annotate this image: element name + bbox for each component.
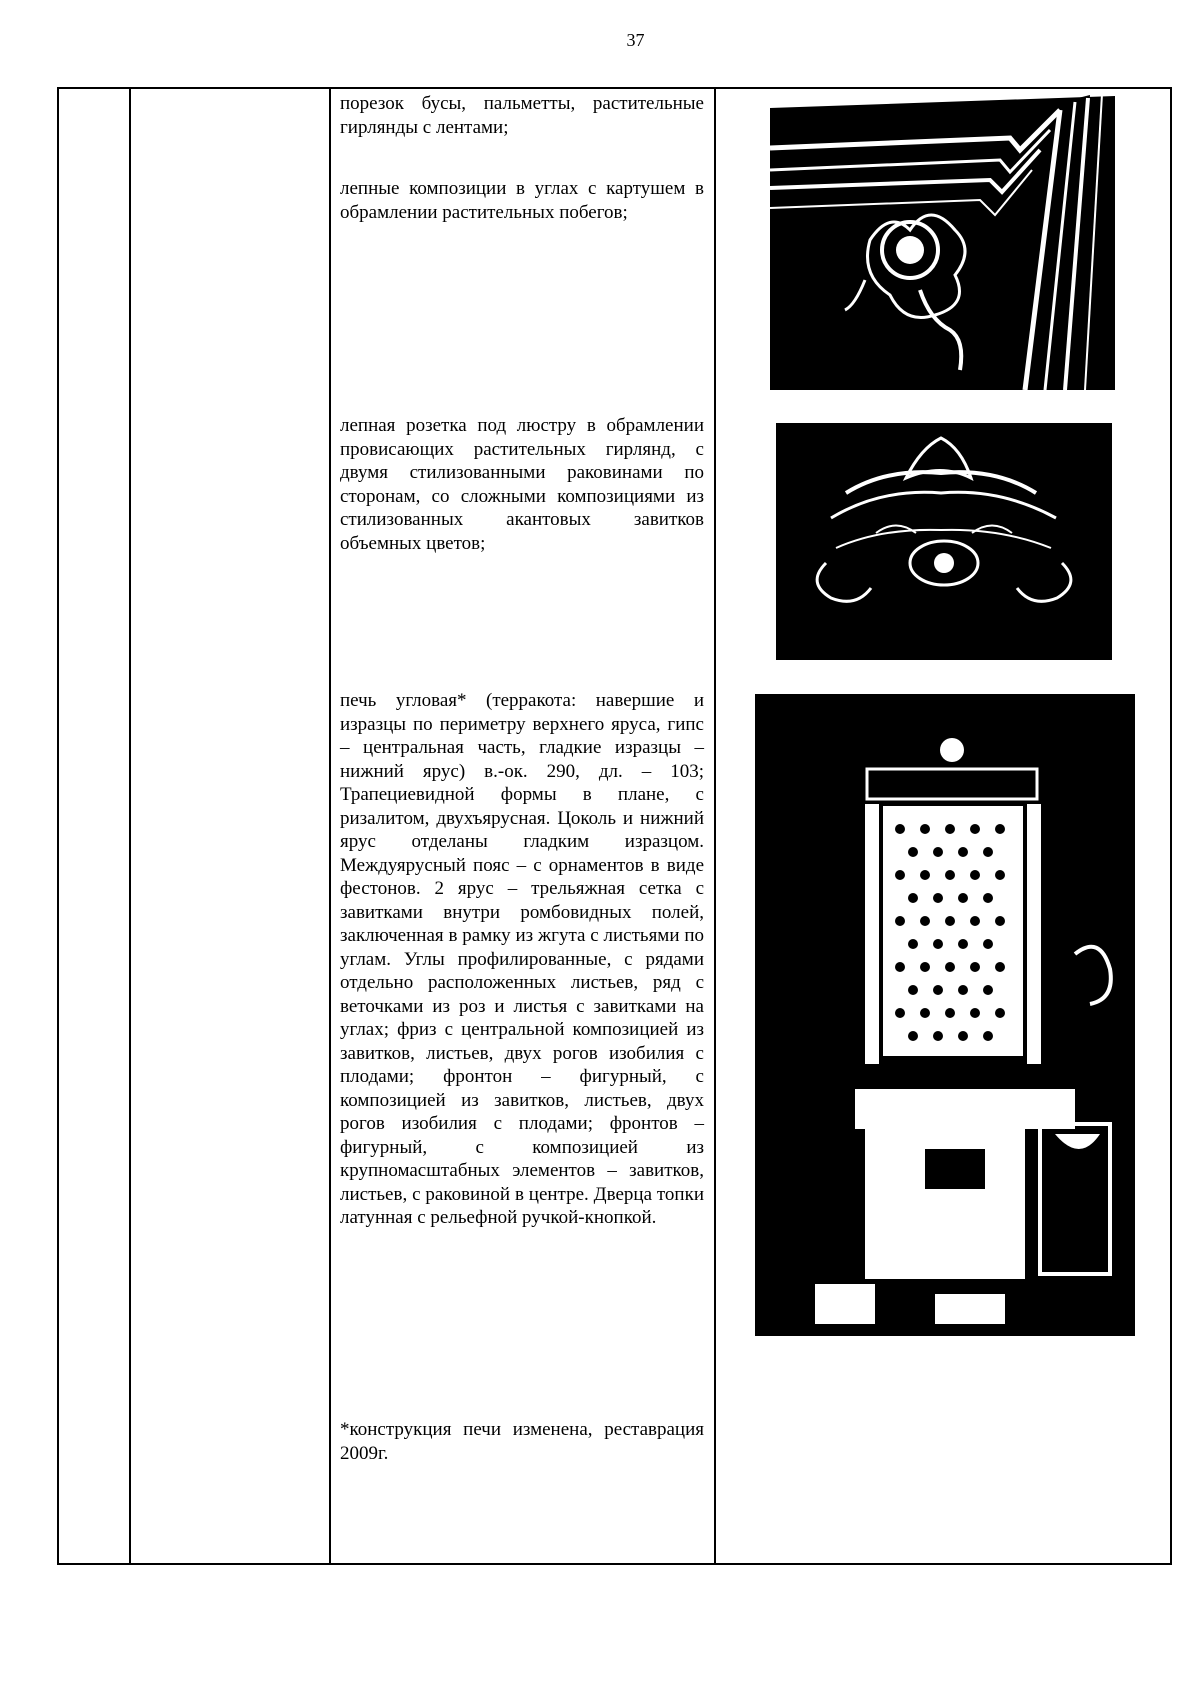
paragraph-ceiling-rosette: лепная розетка под люстру в обрамлении провисающих растительных гирлянд, с двумя стилизованными раковинами по сторонам, со сложными композициями из стилизованных акантовых завитков объемных цветов; (340, 415, 704, 554)
page-number: 37 (626, 30, 645, 50)
ceiling-corner-photo (770, 90, 1115, 390)
paragraph-corner-compositions: лепные композиции в углах с картушем в обрамлении растительных побегов; (340, 178, 704, 223)
column-divider (329, 89, 331, 1563)
paragraph-stove-note: *конструкция печи изменена, реставрация 2009г. (340, 1419, 704, 1464)
paragraph-corner-stove: печь угловая* (терракота: навершие и изразцы по периметру верхнего яруса, гипс – центральная часть, гладкие изразцы – нижний ярус) в.-ок. 290, дл. – 103; Трапециевидной формы в плане, с ризалитом, двухъярусная. Цоколь и нижний ярус отделаны гладким изразцом. Междуярусный пояс – с орнаментов в виде фестонов. 2 ярус – трельяжная сетка с завитками внутри ромбовидных полей, заключенная в рамку из жгута с листьями по углам. Углы профилированные, с рядами отдельно расположенных листьев, ряд с веточками из роз и листья с завитками на углах; фриз с центральной композицией из завитков, листьев, двух рогов изобилия с плодами; фронтон – фигурный, с композицией из завитков, листьев, двух рогов изобилия с плодами; фронтов – фигурный, с композицией из крупномасштабных элементов – завитков, листьев, с раковиной в центре. Дверца топки латунная с рельефной ручкой-кнопкой. (340, 690, 704, 1228)
column-divider (714, 89, 716, 1563)
paragraph-cornice: порезок бусы, пальметты, растительные гирлянды с лентами; (340, 93, 704, 138)
ceiling-rosette-photo (776, 423, 1112, 660)
column-divider (129, 89, 131, 1563)
corner-stove-photo (755, 694, 1135, 1336)
